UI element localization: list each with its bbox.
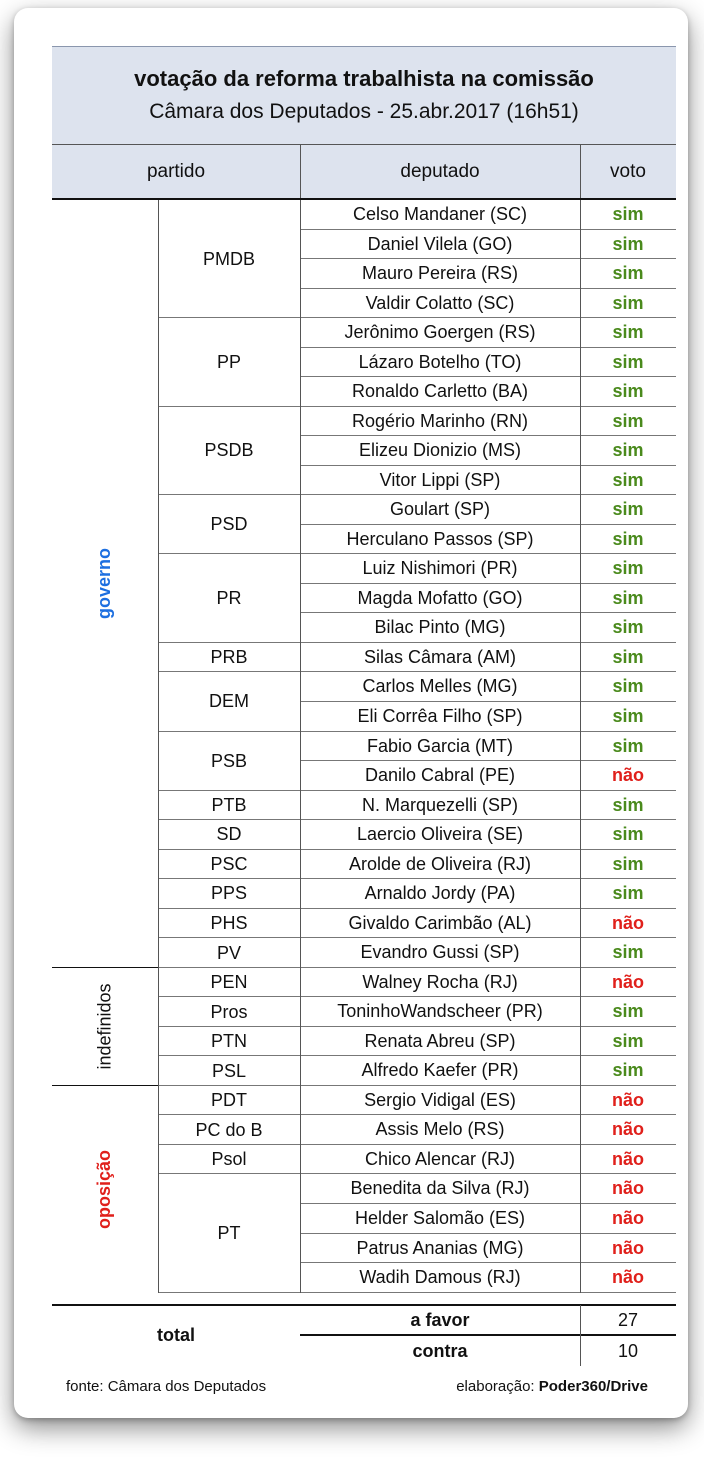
page-title: votação da reforma trabalhista na comissão [134, 66, 594, 91]
party-cell: PT [217, 1223, 241, 1244]
deputado-name: Alfredo Kaefer (PR) [361, 1060, 519, 1081]
table-row [300, 761, 676, 791]
voto-value: sim [612, 853, 644, 874]
voto-value: não [611, 1178, 644, 1199]
table-row [300, 879, 676, 909]
group-label: governo [94, 548, 115, 620]
voto-value: não [611, 912, 644, 933]
a-favor-label: a favor [410, 1310, 470, 1330]
total-row-contra [300, 1336, 676, 1366]
deputado-name: Carlos Melles (MG) [362, 676, 518, 697]
total-label: total [157, 1325, 195, 1345]
table-row [300, 909, 676, 939]
party-cell: Psol [211, 1149, 247, 1170]
table-row [300, 1174, 676, 1204]
total-row-a-favor [300, 1305, 676, 1335]
group-cell [52, 1086, 158, 1293]
voto-value: sim [612, 263, 644, 284]
page-subtitle: Câmara dos Deputados - 25.abr.2017 (16h51) [149, 100, 579, 123]
party-cell: PDT [211, 1090, 247, 1111]
deputado-name: Celso Mandaner (SC) [352, 204, 528, 224]
deputado-name: Magda Mofatto (GO) [357, 587, 523, 608]
deputado-name: Arolde de Oliveira (RJ) [348, 853, 532, 874]
card [14, 8, 688, 1418]
table-row [300, 1056, 676, 1086]
party-cell: PSC [210, 853, 248, 874]
header-row [52, 145, 676, 200]
voto-value: não [611, 1208, 644, 1229]
header-partido: partido [146, 161, 206, 182]
voto-value: sim [612, 292, 644, 313]
voto-value: não [611, 1089, 644, 1110]
deputado-name: Jerônimo Goergen (RS) [344, 322, 536, 343]
table-row [300, 584, 676, 614]
voto-value: sim [612, 883, 644, 904]
header-voto: voto [610, 161, 646, 182]
table-row [300, 938, 676, 968]
voto-value: não [611, 971, 644, 992]
footer-credit-prefix: elaboração: [456, 1378, 539, 1395]
table-row [300, 525, 676, 555]
table-row [300, 850, 676, 880]
table-row [300, 791, 676, 821]
voto-value: sim [612, 440, 644, 461]
deputado-name: Eli Corrêa Filho (SP) [357, 706, 523, 726]
table-row [300, 377, 676, 407]
party-cell: PHS [210, 912, 248, 933]
voto-value: sim [612, 1001, 644, 1022]
table-row [300, 318, 676, 348]
party-cell: PC do B [195, 1119, 263, 1140]
party-cell: PSL [211, 1060, 247, 1081]
a-favor-value: 27 [617, 1310, 639, 1330]
table-row [300, 702, 676, 732]
deputado-name: Givaldo Carimbão (AL) [348, 912, 532, 933]
voto-value: sim [612, 469, 644, 490]
party-cell: PSDB [204, 440, 254, 461]
title-box [52, 46, 676, 145]
party-cell: SD [216, 824, 242, 845]
deputado-name: ToninhoWandscheer (PR) [337, 1001, 543, 1022]
table-row [300, 466, 676, 496]
deputado-name: Bilac Pinto (MG) [374, 617, 506, 638]
table-row [300, 554, 676, 584]
vote-table [52, 46, 676, 1366]
voto-value: sim [612, 351, 644, 372]
voto-value: sim [612, 676, 644, 697]
voto-value: sim [612, 706, 644, 726]
table-row [300, 1027, 676, 1057]
voto-value: sim [612, 410, 644, 431]
voto-value: sim [612, 735, 644, 756]
voto-value: sim [612, 617, 644, 638]
deputado-name: Walney Rocha (RJ) [362, 971, 518, 992]
voto-value: sim [612, 587, 644, 608]
voto-value: sim [612, 204, 644, 224]
party-cell: PTB [211, 794, 247, 815]
deputado-name: Goulart (SP) [389, 499, 491, 520]
deputado-name: Renata Abreu (SP) [364, 1030, 516, 1051]
footer-credit-name: Poder360/Drive [538, 1378, 648, 1395]
table-row [300, 732, 676, 762]
table-row [300, 1086, 676, 1116]
deputado-name: Herculano Passos (SP) [346, 528, 534, 549]
party-cell: DEM [209, 691, 249, 712]
deputado-name: Daniel Vilela (GO) [367, 233, 513, 254]
group-label: indefinidos [94, 983, 115, 1070]
deputado-name: Fabio Garcia (MT) [366, 735, 514, 756]
table-row [300, 613, 676, 643]
party-cell: PV [216, 942, 241, 963]
table-row [300, 1263, 676, 1293]
contra-label: contra [412, 1341, 468, 1361]
party-cell: PMDB [202, 248, 255, 269]
party-cell: PTN [211, 1031, 247, 1052]
voto-value: sim [612, 558, 644, 579]
deputado-name: Wadih Damous (RJ) [359, 1267, 521, 1288]
table-row [300, 200, 676, 230]
table-row [300, 495, 676, 525]
table-row [300, 1145, 676, 1175]
party-cell: PEN [210, 972, 248, 993]
party-cell: PPS [210, 883, 248, 904]
deputado-name: Ronaldo Carletto (BA) [351, 381, 529, 402]
group-cell [52, 200, 158, 968]
voto-value: sim [612, 322, 644, 343]
voto-value: sim [612, 381, 644, 402]
voto-value: sim [612, 1030, 644, 1051]
party-cell: PSD [210, 514, 248, 535]
voto-value: não [611, 1237, 644, 1258]
voto-value: sim [612, 1060, 644, 1081]
voto-value: sim [612, 942, 644, 963]
voto-value: sim [612, 824, 644, 845]
voto-value: não [611, 1148, 644, 1169]
table-row [300, 436, 676, 466]
table-row [300, 259, 676, 289]
deputado-name: Assis Melo (RS) [375, 1119, 505, 1140]
group-cell [52, 968, 158, 1086]
voto-value: não [611, 765, 644, 786]
voto-value: não [611, 1119, 644, 1140]
deputado-name: Luiz Nishimori (PR) [362, 558, 518, 579]
table-row [300, 230, 676, 260]
group-label: oposição [94, 1149, 115, 1229]
table-row [300, 968, 676, 998]
deputado-name: Evandro Gussi (SP) [360, 942, 520, 963]
party-cell: PSB [210, 750, 248, 771]
voto-value: sim [612, 233, 644, 254]
deputado-name: Elizeu Dionizio (MS) [358, 440, 522, 461]
table-row [300, 997, 676, 1027]
deputado-name: Lázaro Botelho (TO) [358, 351, 522, 372]
table-row [300, 1115, 676, 1145]
voto-value: não [611, 1267, 644, 1288]
deputado-name: Laercio Oliveira (SE) [356, 824, 524, 845]
deputado-name: Mauro Pereira (RS) [361, 263, 519, 284]
table-row [300, 1234, 676, 1264]
deputado-name: Helder Salomão (ES) [354, 1208, 526, 1229]
table-row [300, 348, 676, 378]
table-row [300, 407, 676, 437]
party-cell: PR [216, 588, 242, 609]
deputado-name: Danilo Cabral (PE) [364, 765, 516, 786]
deputado-name: Sergio Vidigal (ES) [364, 1089, 516, 1110]
header-deputado: deputado [400, 161, 480, 182]
party-cell: PP [216, 351, 241, 372]
deputado-name: Silas Câmara (AM) [363, 646, 517, 667]
deputado-name: Chico Alencar (RJ) [364, 1148, 516, 1169]
party-cell: Pros [210, 1001, 248, 1022]
contra-value: 10 [617, 1341, 639, 1361]
deputado-name: Rogério Marinho (RN) [351, 410, 529, 431]
table-row [300, 820, 676, 850]
voto-value: sim [612, 499, 644, 520]
footer-credit [456, 1378, 648, 1395]
party-cell: PRB [210, 647, 248, 668]
deputado-name: Benedita da Silva (RJ) [350, 1178, 530, 1199]
voto-value: sim [612, 646, 644, 667]
deputado-name: Patrus Ananias (MG) [356, 1237, 524, 1258]
deputado-name: Valdir Colatto (SC) [365, 292, 515, 313]
table-row [300, 672, 676, 702]
table-row [300, 1204, 676, 1234]
footer-source: fonte: Câmara dos Deputados [66, 1378, 267, 1395]
deputado-name: N. Marquezelli (SP) [361, 794, 519, 815]
table-row [300, 289, 676, 319]
deputado-name: Arnaldo Jordy (PA) [364, 883, 516, 904]
table-row [300, 643, 676, 673]
deputado-name: Vitor Lippi (SP) [379, 469, 501, 490]
voto-value: sim [612, 794, 644, 815]
voto-value: sim [612, 528, 644, 549]
